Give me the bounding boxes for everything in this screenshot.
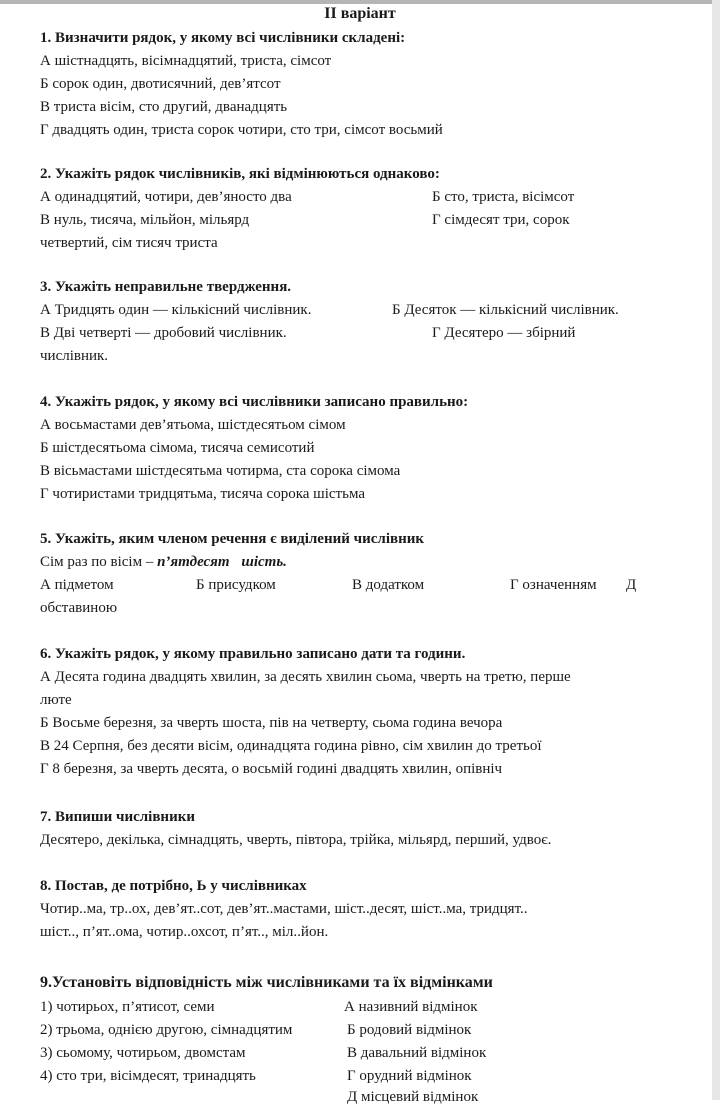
q5-option-b: Б присудком bbox=[196, 577, 276, 593]
q2-option-d: Г сімдесят три, сорок bbox=[432, 212, 570, 228]
q5-option-e-continued: обставиною bbox=[40, 600, 118, 616]
q7-title: 7. Випиши числівники bbox=[40, 809, 196, 825]
q5-title: 5. Укажіть, яким членом речення є виділений числівник bbox=[40, 531, 425, 547]
q4-title: 4. Укажіть рядок, у якому всі числівники записано правильно: bbox=[40, 394, 469, 410]
q9-left-2: 2) трьома, однією другою, сімнадцятим bbox=[40, 1022, 293, 1038]
q9-right-b: Б родовий відмінок bbox=[347, 1022, 472, 1038]
q7-text: Десятеро, декілька, сімнадцять, чверть, півтора, трійка, мільярд, перший, удвоє. bbox=[40, 832, 552, 848]
q6-option-b: Б Восьме березня, за чверть шоста, пів на четверту, сьома година вечора bbox=[40, 715, 503, 731]
q9-title: 9.Установіть відповідність між числівниками та їх відмінками bbox=[40, 974, 493, 991]
q3-option-a: А Тридцять один — кількісний числівник. bbox=[40, 302, 312, 318]
q3-title: 3. Укажіть неправильне твердження. bbox=[40, 279, 292, 295]
q5-option-c: В додатком bbox=[352, 577, 425, 593]
q9-left-4: 4) сто три, вісімдесят, тринадцять bbox=[40, 1068, 256, 1084]
q6-option-c: В 24 Серпня, без десяти вісім, одинадцята година рівно, сім хвилин до третьої bbox=[40, 738, 542, 754]
q8-line-1: Чотир..ма, тр..ох, дев’ят..сот, дев’ят..мастами, шіст..десят, шіст..ма, тридцят.. bbox=[40, 901, 528, 917]
q4-option-c: В вісьмастами шістдесятьма чотирма, ста сорока сімома bbox=[40, 463, 401, 479]
q3-option-d-continued: числівник. bbox=[40, 348, 109, 364]
q4-option-b: Б шістдесятьома сімома, тисяча семисотий bbox=[40, 440, 315, 456]
q9-right-c: В давальний відмінок bbox=[347, 1045, 487, 1061]
q1-option-d: Г двадцять один, триста сорок чотири, сто три, сімсот восьмий bbox=[40, 122, 443, 138]
q6-option-d: Г 8 березня, за чверть десята, о восьмій годині двадцять хвилин, опівніч bbox=[40, 761, 503, 777]
right-scan-edge bbox=[712, 0, 720, 1100]
q6-option-a: А Десята година двадцять хвилин, за десять хвилин сьома, чверть на третю, перше bbox=[40, 669, 571, 685]
q6-option-a-continued: люте bbox=[40, 692, 72, 708]
q6-title: 6. Укажіть рядок, у якому правильно записано дати та години. bbox=[40, 646, 466, 662]
q5-sentence-text: Сім раз по вісім – bbox=[40, 554, 154, 570]
q2-option-a: А одинадцятий, чотири, дев’яносто два bbox=[40, 189, 292, 205]
q1-title: 1. Визначити рядок, у якому всі числівники складені: bbox=[40, 30, 406, 46]
q2-title: 2. Укажіть рядок числівників, які відмінюються однаково: bbox=[40, 166, 440, 182]
q1-option-b: Б сорок один, двотисячний, дев’ятсот bbox=[40, 76, 281, 92]
variant-title: ІІ варіант bbox=[324, 5, 396, 22]
q2-option-c: В нуль, тисяча, мільйон, мільярд bbox=[40, 212, 250, 228]
top-scan-edge bbox=[0, 0, 720, 4]
q1-option-a: А шістнадцять, вісімнадцятий, триста, сімсот bbox=[40, 53, 332, 69]
q5-option-e: Д bbox=[626, 577, 637, 593]
q9-right-d: Г орудний відмінок bbox=[347, 1068, 472, 1084]
q9-left-3: 3) сьомому, чотирьом, двомстам bbox=[40, 1045, 246, 1061]
q5-highlighted-numeral: п’ятдесят шість. bbox=[157, 554, 287, 570]
q3-option-b: Б Десяток — кількісний числівник. bbox=[392, 302, 619, 318]
q9-left-1: 1) чотирьох, п’ятисот, семи bbox=[40, 999, 215, 1015]
q5-option-d: Г означенням bbox=[510, 577, 597, 593]
q2-option-b: Б сто, триста, вісімсот bbox=[432, 189, 575, 205]
q5-option-a: А підметом bbox=[40, 577, 114, 593]
q9-right-a: А називний відмінок bbox=[344, 999, 478, 1015]
q4-option-a: А восьмастами дев’ятьома, шістдесятьом сімом bbox=[40, 417, 346, 433]
q2-option-d-continued: четвертий, сім тисяч триста bbox=[40, 235, 218, 251]
q5-sentence bbox=[40, 553, 287, 571]
q3-option-d: Г Десятеро — збірний bbox=[432, 325, 576, 341]
q9-right-e: Д місцевий відмінок bbox=[347, 1089, 479, 1105]
q8-title: 8. Постав, де потрібно, Ь у числівниках bbox=[40, 878, 307, 894]
q8-line-2: шіст.., п’ят..ома, чотир..охсот, п’ят.., міл..йон. bbox=[40, 924, 329, 940]
q3-option-c: В Дві четверті — дробовий числівник. bbox=[40, 325, 287, 341]
q1-option-c: В триста вісім, сто другий, дванадцять bbox=[40, 99, 288, 115]
q4-option-d: Г чотиристами тридцятьма, тисяча сорока шістьма bbox=[40, 486, 366, 502]
